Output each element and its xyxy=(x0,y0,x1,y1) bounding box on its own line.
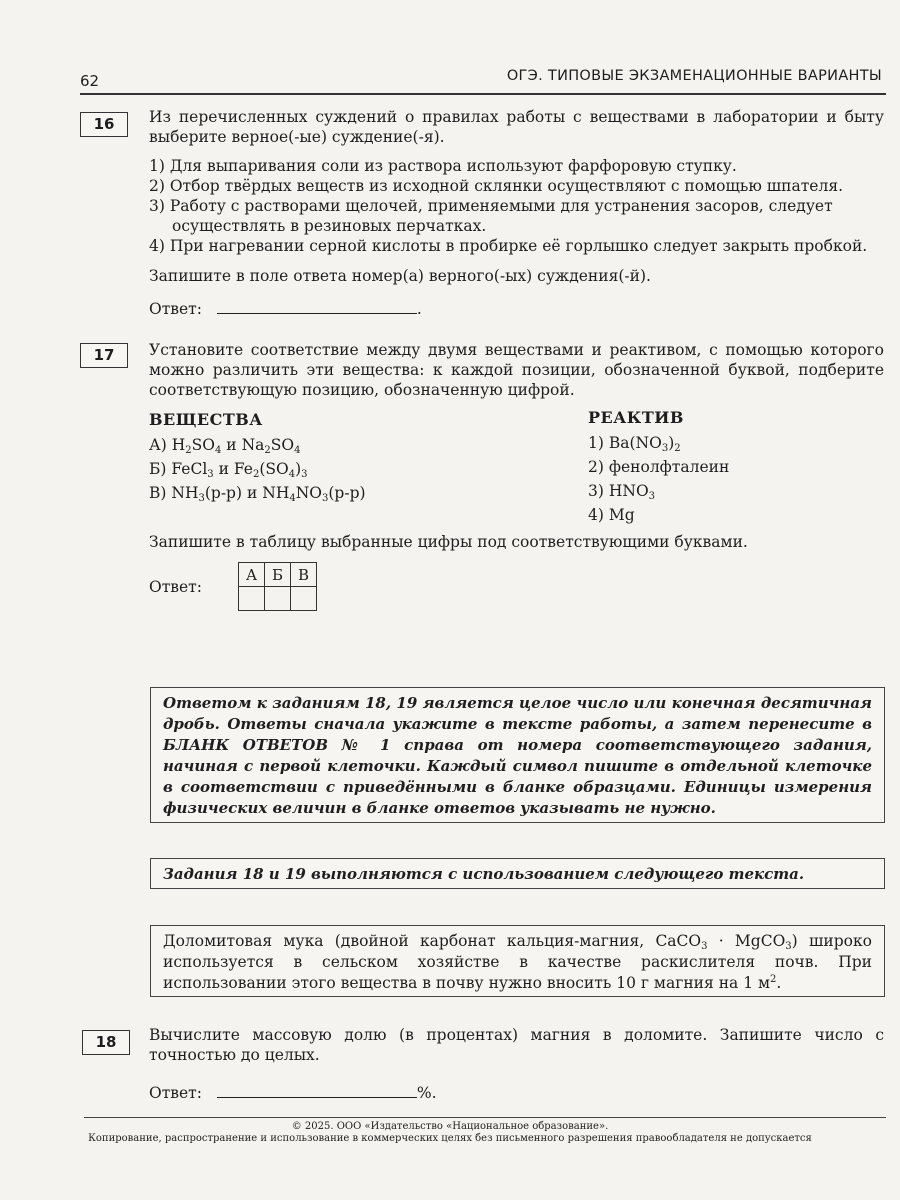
answer-col-header-b: Б xyxy=(265,563,291,587)
task-16-answer-suffix: . xyxy=(416,300,422,318)
task-16-instruction: Запишите в поле ответа номер(а) верного(-ых) суждения(-й). xyxy=(149,267,651,285)
task-17-question: Установите соответствие между двумя веществами и реактивом, с помощью которого можно различить эти вещества: к каждой позиции, обозначенной буквой, подберите соответствующую позицию, обозначенную цифрой. xyxy=(149,341,884,399)
answer-cell-a[interactable] xyxy=(239,587,265,611)
dolomite-text-block: Доломитовая мука (двойной карбонат кальция-магния, CaCO$_3$ · MgCO$_3$) широко используется в сельском хозяйстве в качестве раскислителя почв. При использовании этого вещества в почву нужно вносить 10 г магния на 1 $м^2$. xyxy=(150,925,885,997)
substance-row-b: Б) FeCl$_3$ и $Fe_2(SO_4)_3$ xyxy=(149,460,308,480)
task-16-question: Из перечисленных суждений о правилах работы с веществами в лаборатории и быту выберите верное(-ые) суждение(-я). xyxy=(149,108,884,146)
notice-box-text-usage: Задания 18 и 19 выполняются с использованием следующего текста. xyxy=(150,858,885,889)
answer-cell-c[interactable] xyxy=(291,587,317,611)
footer-divider xyxy=(84,1117,886,1118)
task-17-instruction: Запишите в таблицу выбранные цифры под соответствующими буквами. xyxy=(149,533,748,551)
reagent-header: РЕАКТИВ xyxy=(588,408,684,427)
header-divider xyxy=(80,93,886,95)
task-16-option-2: 2) Отбор твёрдых веществ из исходной склянки осуществляют с помощью шпателя. xyxy=(149,177,844,195)
task-16-option-4: 4) При нагревании серной кислоты в пробирке её горлышко следует закрыть пробкой. xyxy=(149,237,868,255)
reagent-row-2: 2) фенолфталеин xyxy=(588,458,730,476)
task-18-answer-suffix: %. xyxy=(416,1084,437,1102)
task-18-answer-row xyxy=(149,1083,437,1103)
task-16-option-3-cont: осуществлять в резиновых перчатках. xyxy=(172,217,487,235)
page-header-title: ОГЭ. ТИПОВЫЕ ЭКЗАМЕНАЦИОННЫЕ ВАРИАНТЫ xyxy=(506,68,882,84)
task-18-answer-label: Ответ: xyxy=(149,1084,202,1102)
task-16-option-1: 1) Для выпаривания соли из раствора используют фарфоровую ступку. xyxy=(149,157,737,175)
answer-cell-b[interactable] xyxy=(265,587,291,611)
substances-header: ВЕЩЕСТВА xyxy=(149,410,263,429)
notice-box-answers: Ответом к заданиям 18, 19 является целое число или конечная десятичная дробь. Ответы сначала укажите в тексте работы, а затем перенесите в БЛАНК ОТВЕТОВ № 1 справа от номера соответствующего задания, начиная с первой клеточки. Каждый символ пишите в отдельной клеточке в соответствии с приведёнными в бланке образцами. Единицы измерения физических величин в бланке ответов указывать не нужно. xyxy=(150,687,885,823)
task-16-number: 16 xyxy=(80,112,128,137)
footer-copyright: © 2025. ООО «Издательство «Национальное образование». xyxy=(291,1121,609,1132)
page-number: 62 xyxy=(80,72,100,90)
task-16-answer-label: Ответ: xyxy=(149,300,202,318)
substance-row-a: А) $H_2SO_4$ и $Na_2SO_4$ xyxy=(149,436,301,456)
task-18-answer-field[interactable] xyxy=(217,1083,417,1098)
reagent-row-4: 4) Mg xyxy=(588,506,635,524)
task-16-answer-row xyxy=(149,299,422,319)
task-16-answer-field[interactable] xyxy=(217,299,417,314)
task-17-answer-label: Ответ: xyxy=(149,578,202,596)
task-17-answer-table xyxy=(238,562,317,611)
footer-notice: Копирование, распространение и использование в коммерческих целях без письменного разрешения правообладателя не допускается xyxy=(88,1133,812,1144)
task-18-number: 18 xyxy=(82,1030,130,1055)
substance-row-c: В) $NH_3(р-р)$ и $NH_4NO_3(р-р)$ xyxy=(149,484,366,504)
task-18-question: Вычислите массовую долю (в процентах) магния в доломите. Запишите число с точностью до целых. xyxy=(149,1026,884,1064)
reagent-row-1: 1) $Ba(NO_3)_2$ xyxy=(588,434,681,454)
reagent-row-3: 3) $HNO_3$ xyxy=(588,482,656,502)
answer-col-header-c: В xyxy=(291,563,317,587)
answer-col-header-a: А xyxy=(239,563,265,587)
task-17-number: 17 xyxy=(80,343,128,368)
task-16-option-3: 3) Работу с растворами щелочей, применяемыми для устранения засоров, следует xyxy=(149,197,833,215)
